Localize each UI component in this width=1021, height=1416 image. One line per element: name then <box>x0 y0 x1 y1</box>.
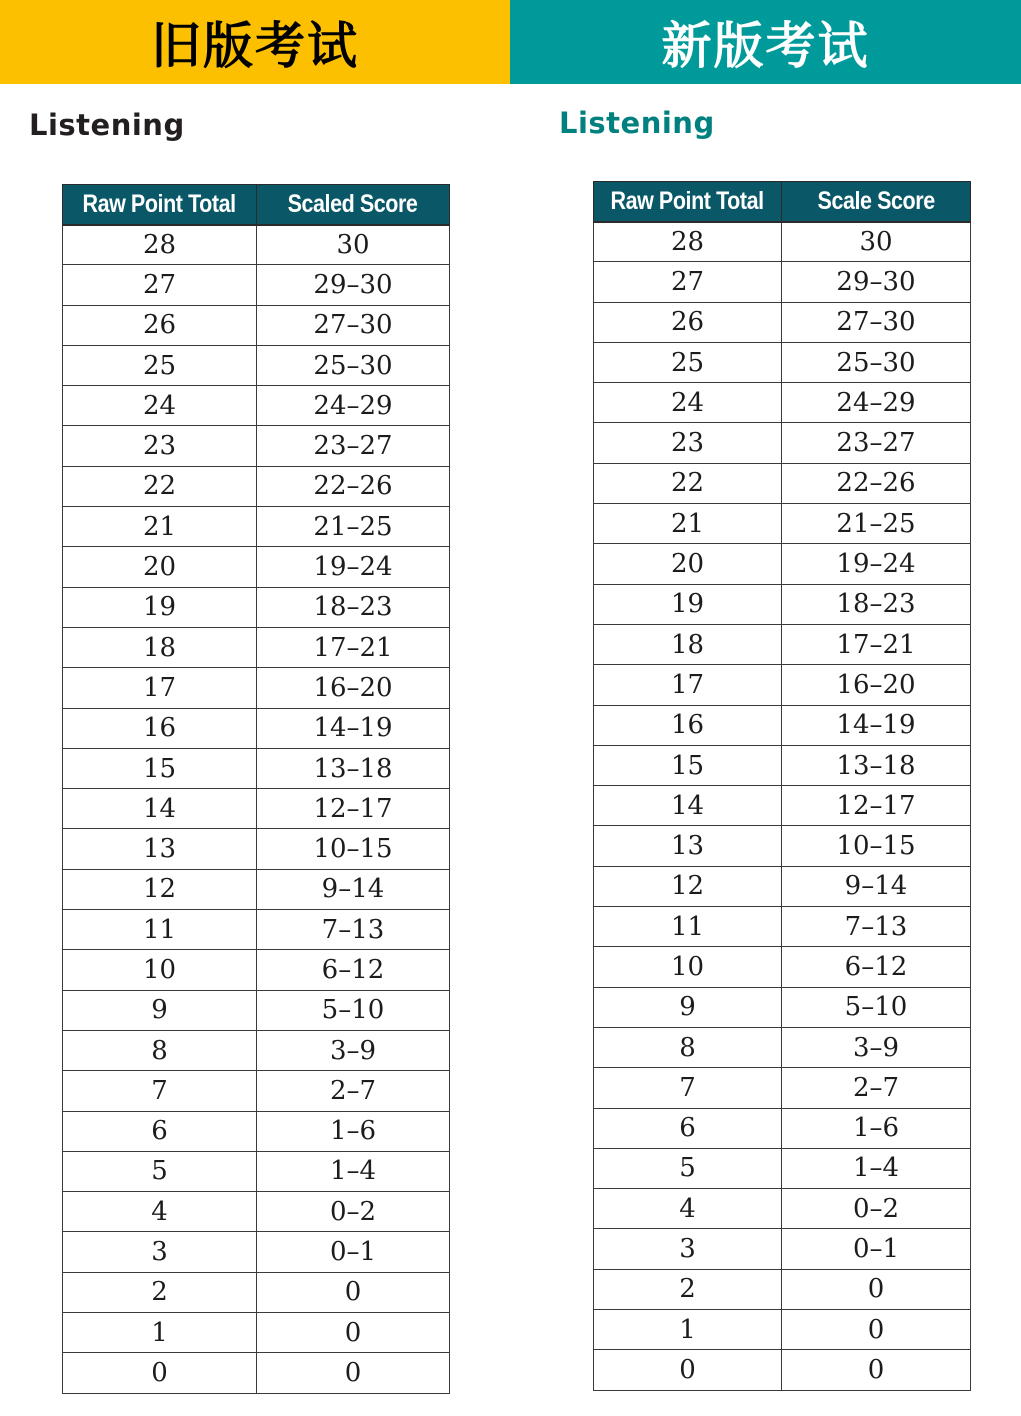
old-score-cell: 1–4 <box>257 1151 450 1191</box>
old-raw-point-cell: 11 <box>63 910 257 950</box>
new-score-cell: 0 <box>782 1350 971 1390</box>
old-score-cell: 9–14 <box>257 869 450 909</box>
new-score-cell: 23–27 <box>782 423 971 463</box>
new-table-row <box>594 907 971 947</box>
new-score-cell: 5–10 <box>782 987 971 1027</box>
old-table-row <box>63 869 450 909</box>
new-section-title: Listening <box>559 106 715 140</box>
new-table-row <box>594 584 971 624</box>
new-exam-banner-label: 新版考试 <box>661 17 870 75</box>
new-raw-point-cell: 8 <box>594 1027 782 1067</box>
old-table-row <box>63 748 450 788</box>
new-raw-point-cell: 24 <box>594 383 782 423</box>
new-table-row <box>594 665 971 705</box>
old-table-row <box>63 950 450 990</box>
new-table-row <box>594 987 971 1027</box>
old-score-cell: 19–24 <box>257 547 450 587</box>
old-raw-point-cell: 4 <box>63 1192 257 1232</box>
old-table-row <box>63 990 450 1030</box>
new-score-table <box>593 181 971 1391</box>
new-score-cell: 18–23 <box>782 584 971 624</box>
new-score-cell: 7–13 <box>782 907 971 947</box>
new-table-row <box>594 423 971 463</box>
old-raw-point-cell: 0 <box>63 1353 257 1393</box>
new-score-cell: 6–12 <box>782 947 971 987</box>
old-score-cell: 0 <box>257 1353 450 1393</box>
old-score-cell: 22–26 <box>257 466 450 506</box>
new-table-row <box>594 1310 971 1350</box>
new-score-cell: 0 <box>782 1269 971 1309</box>
old-score-cell: 0–2 <box>257 1192 450 1232</box>
new-raw-point-cell: 26 <box>594 302 782 342</box>
old-table-row <box>63 507 450 547</box>
new-raw-point-cell: 17 <box>594 665 782 705</box>
old-score-cell: 25–30 <box>257 345 450 385</box>
new-score-cell: 27–30 <box>782 302 971 342</box>
new-table-row <box>594 745 971 785</box>
old-raw-point-cell: 21 <box>63 507 257 547</box>
new-raw-point-cell: 5 <box>594 1148 782 1188</box>
old-score-cell: 16–20 <box>257 668 450 708</box>
new-score-cell: 10–15 <box>782 826 971 866</box>
old-score-cell: 24–29 <box>257 386 450 426</box>
new-table-row <box>594 947 971 987</box>
old-table-row <box>63 668 450 708</box>
new-table-row <box>594 826 971 866</box>
new-score-cell: 21–25 <box>782 504 971 544</box>
old-score-cell: 21–25 <box>257 507 450 547</box>
old-table-row <box>63 789 450 829</box>
new-table-row <box>594 1068 971 1108</box>
new-table-row <box>594 383 971 423</box>
new-raw-point-cell: 3 <box>594 1229 782 1269</box>
new-score-cell: 0–1 <box>782 1229 971 1269</box>
new-raw-point-cell: 4 <box>594 1189 782 1229</box>
new-score-cell: 16–20 <box>782 665 971 705</box>
new-score-cell: 2–7 <box>782 1068 971 1108</box>
new-raw-point-cell: 21 <box>594 504 782 544</box>
new-raw-point-cell: 2 <box>594 1269 782 1309</box>
old-table-row <box>63 708 450 748</box>
old-table-body <box>63 225 450 1394</box>
old-table-row <box>63 587 450 627</box>
old-table-row <box>63 1272 450 1312</box>
new-raw-point-cell: 22 <box>594 463 782 503</box>
old-score-cell: 27–30 <box>257 305 450 345</box>
new-table-row <box>594 1108 971 1148</box>
old-raw-point-cell: 9 <box>63 990 257 1030</box>
old-raw-point-cell: 14 <box>63 789 257 829</box>
new-score-cell: 24–29 <box>782 383 971 423</box>
new-table-row <box>594 1027 971 1067</box>
old-score-cell: 17–21 <box>257 627 450 667</box>
old-table-row <box>63 386 450 426</box>
new-score-cell: 25–30 <box>782 342 971 382</box>
old-exam-banner <box>0 0 510 84</box>
old-raw-point-cell: 6 <box>63 1111 257 1151</box>
old-exam-banner-label: 旧版考试 <box>151 17 359 75</box>
old-table-row <box>63 1192 450 1232</box>
old-raw-point-cell: 12 <box>63 869 257 909</box>
new-score-cell: 12–17 <box>782 786 971 826</box>
new-score-cell: 0 <box>782 1310 971 1350</box>
old-raw-point-cell: 18 <box>63 627 257 667</box>
new-raw-point-cell: 25 <box>594 342 782 382</box>
old-raw-point-cell: 23 <box>63 426 257 466</box>
old-score-cell: 30 <box>257 225 450 265</box>
new-raw-point-cell: 6 <box>594 1108 782 1148</box>
old-table-row <box>63 1111 450 1151</box>
old-raw-point-cell: 15 <box>63 748 257 788</box>
new-score-cell: 17–21 <box>782 624 971 664</box>
old-raw-point-cell: 24 <box>63 386 257 426</box>
old-score-cell: 0 <box>257 1272 450 1312</box>
new-raw-point-cell: 28 <box>594 222 782 262</box>
new-table-row <box>594 463 971 503</box>
new-raw-point-cell: 20 <box>594 544 782 584</box>
new-table-row <box>594 786 971 826</box>
old-score-cell: 0 <box>257 1313 450 1353</box>
new-score-cell: 9–14 <box>782 866 971 906</box>
old-table-row <box>63 1353 450 1393</box>
old-raw-point-cell: 19 <box>63 587 257 627</box>
old-table-row <box>63 265 450 305</box>
new-table-row <box>594 705 971 745</box>
old-table-row <box>63 829 450 869</box>
old-table-row <box>63 1151 450 1191</box>
old-table-row <box>63 547 450 587</box>
old-raw-point-cell: 25 <box>63 345 257 385</box>
new-table-row <box>594 262 971 302</box>
old-score-cell: 29–30 <box>257 265 450 305</box>
new-table-row <box>594 1229 971 1269</box>
old-score-cell: 6–12 <box>257 950 450 990</box>
new-raw-point-cell: 18 <box>594 624 782 664</box>
new-table-row <box>594 1189 971 1229</box>
new-raw-point-cell: 23 <box>594 423 782 463</box>
old-raw-point-cell: 27 <box>63 265 257 305</box>
old-raw-point-cell: 3 <box>63 1232 257 1272</box>
old-score-table <box>62 184 450 1394</box>
new-table-row <box>594 342 971 382</box>
new-raw-point-cell: 9 <box>594 987 782 1027</box>
old-header-scaled-score: Scaled Score <box>257 185 450 225</box>
old-score-cell: 5–10 <box>257 990 450 1030</box>
old-table-row <box>63 466 450 506</box>
old-table-row <box>63 345 450 385</box>
new-table-row <box>594 1350 971 1390</box>
old-table-header-row <box>63 185 450 225</box>
old-raw-point-cell: 13 <box>63 829 257 869</box>
old-score-cell: 12–17 <box>257 789 450 829</box>
new-exam-banner <box>510 0 1021 84</box>
new-raw-point-cell: 1 <box>594 1310 782 1350</box>
old-table-row <box>63 1232 450 1272</box>
old-raw-point-cell: 5 <box>63 1151 257 1191</box>
old-score-cell: 10–15 <box>257 829 450 869</box>
new-raw-point-cell: 10 <box>594 947 782 987</box>
new-score-cell: 1–6 <box>782 1108 971 1148</box>
old-raw-point-cell: 7 <box>63 1071 257 1111</box>
old-table-row <box>63 1071 450 1111</box>
new-raw-point-cell: 16 <box>594 705 782 745</box>
old-table-row <box>63 1313 450 1353</box>
new-raw-point-cell: 14 <box>594 786 782 826</box>
new-raw-point-cell: 27 <box>594 262 782 302</box>
new-table-row <box>594 504 971 544</box>
old-section-title: Listening <box>29 108 185 142</box>
old-score-cell: 3–9 <box>257 1030 450 1070</box>
old-score-cell: 18–23 <box>257 587 450 627</box>
old-score-cell: 13–18 <box>257 748 450 788</box>
new-table-row <box>594 1269 971 1309</box>
old-raw-point-cell: 20 <box>63 547 257 587</box>
old-raw-point-cell: 17 <box>63 668 257 708</box>
old-table-row <box>63 426 450 466</box>
new-score-cell: 22–26 <box>782 463 971 503</box>
new-table-row <box>594 302 971 342</box>
new-score-cell: 3–9 <box>782 1027 971 1067</box>
old-header-raw-point-total: Raw Point Total <box>63 185 257 225</box>
old-raw-point-cell: 8 <box>63 1030 257 1070</box>
old-raw-point-cell: 16 <box>63 708 257 748</box>
old-table-row <box>63 627 450 667</box>
old-score-cell: 14–19 <box>257 708 450 748</box>
new-table-body <box>594 222 971 1391</box>
old-score-cell: 23–27 <box>257 426 450 466</box>
old-table-row <box>63 1030 450 1070</box>
old-table-row <box>63 305 450 345</box>
old-score-cell: 2–7 <box>257 1071 450 1111</box>
new-score-cell: 14–19 <box>782 705 971 745</box>
new-score-cell: 30 <box>782 222 971 262</box>
new-table-row <box>594 624 971 664</box>
old-raw-point-cell: 28 <box>63 225 257 265</box>
old-score-cell: 0–1 <box>257 1232 450 1272</box>
new-table-row <box>594 866 971 906</box>
old-table-row <box>63 225 450 265</box>
old-table-row <box>63 910 450 950</box>
new-score-cell: 19–24 <box>782 544 971 584</box>
old-raw-point-cell: 26 <box>63 305 257 345</box>
new-table-row <box>594 1148 971 1188</box>
old-score-cell: 1–6 <box>257 1111 450 1151</box>
new-raw-point-cell: 15 <box>594 745 782 785</box>
new-raw-point-cell: 11 <box>594 907 782 947</box>
new-score-cell: 0–2 <box>782 1189 971 1229</box>
new-raw-point-cell: 13 <box>594 826 782 866</box>
old-raw-point-cell: 22 <box>63 466 257 506</box>
new-raw-point-cell: 0 <box>594 1350 782 1390</box>
new-table-header-row <box>594 182 971 222</box>
new-header-raw-point-total: Raw Point Total <box>594 182 782 222</box>
new-header-scale-score: Scale Score <box>782 182 971 222</box>
new-score-cell: 13–18 <box>782 745 971 785</box>
old-score-cell: 7–13 <box>257 910 450 950</box>
new-raw-point-cell: 19 <box>594 584 782 624</box>
new-score-cell: 29–30 <box>782 262 971 302</box>
new-table-row <box>594 222 971 262</box>
new-raw-point-cell: 7 <box>594 1068 782 1108</box>
new-raw-point-cell: 12 <box>594 866 782 906</box>
old-raw-point-cell: 10 <box>63 950 257 990</box>
old-raw-point-cell: 1 <box>63 1313 257 1353</box>
new-score-cell: 1–4 <box>782 1148 971 1188</box>
old-raw-point-cell: 2 <box>63 1272 257 1312</box>
new-table-row <box>594 544 971 584</box>
